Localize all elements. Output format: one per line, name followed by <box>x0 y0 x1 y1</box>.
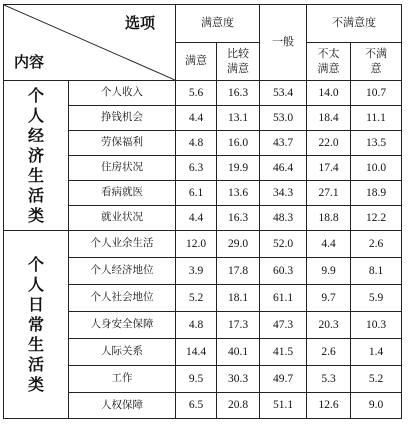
header-corner-cell <box>4 5 176 81</box>
row-item-label: 就业状况 <box>69 206 176 231</box>
value-not-very-satisfied: 17.4 <box>307 156 351 181</box>
group-label-char: 济 <box>27 145 44 165</box>
header-satisfied-group: 满意度 <box>176 5 260 43</box>
value-unsatisfied: 10.7 <box>351 81 402 106</box>
group-label-char: 类 <box>27 205 44 225</box>
value-unsatisfied: 5.9 <box>351 285 402 312</box>
value-fairly-satisfied: 16.3 <box>217 81 260 106</box>
header-unsatisfied-group: 不满意度 <box>307 5 402 43</box>
value-satisfied: 5.6 <box>176 81 217 106</box>
value-fairly-satisfied: 40.1 <box>217 339 260 366</box>
value-general: 41.5 <box>260 339 307 366</box>
group-label-char: 经 <box>27 125 44 145</box>
value-fairly-satisfied: 18.1 <box>217 285 260 312</box>
group-label-char: 常 <box>27 314 44 334</box>
value-fairly-satisfied: 16.3 <box>217 206 260 231</box>
group-label-char: 生 <box>27 165 44 185</box>
value-unsatisfied: 10.3 <box>351 312 402 339</box>
header-sub-unsatisfied: 不满 意 <box>351 43 402 81</box>
value-general: 46.4 <box>260 156 307 181</box>
value-fairly-satisfied: 19.9 <box>217 156 260 181</box>
row-item-label: 个人经济地位 <box>69 258 176 285</box>
value-not-very-satisfied: 2.6 <box>307 339 351 366</box>
header-general: 一般 <box>260 5 307 81</box>
value-general: 49.7 <box>260 366 307 393</box>
header-sub-satisfied: 满意 <box>176 43 217 81</box>
value-general: 51.1 <box>260 393 307 419</box>
group-label-char: 生 <box>27 334 44 354</box>
row-item-label: 个人社会地位 <box>69 285 176 312</box>
value-general: 34.3 <box>260 181 307 206</box>
header-options-label: 选项 <box>124 14 155 32</box>
value-satisfied: 4.8 <box>176 312 217 339</box>
value-fairly-satisfied: 17.3 <box>217 312 260 339</box>
value-not-very-satisfied: 9.7 <box>307 285 351 312</box>
value-satisfied: 3.9 <box>176 258 217 285</box>
table-body <box>4 81 402 419</box>
value-fairly-satisfied: 16.0 <box>217 131 260 156</box>
row-item-label: 人权保障 <box>69 393 176 419</box>
header-content-label: 内容 <box>14 52 45 71</box>
row-item-label: 人身安全保障 <box>69 312 176 339</box>
value-not-very-satisfied: 18.4 <box>307 106 351 131</box>
row-item-label: 个人业余生活 <box>69 231 176 258</box>
value-unsatisfied: 8.1 <box>351 258 402 285</box>
group-label-char: 活 <box>27 185 44 205</box>
value-general: 47.3 <box>260 312 307 339</box>
row-item-label: 工作 <box>69 366 176 393</box>
row-item-label: 住房状况 <box>69 156 176 181</box>
value-not-very-satisfied: 9.9 <box>307 258 351 285</box>
group-label-char: 个 <box>27 85 44 105</box>
value-unsatisfied: 2.6 <box>351 231 402 258</box>
value-satisfied: 14.4 <box>176 339 217 366</box>
row-item-label: 挣钱机会 <box>69 106 176 131</box>
group-label-char: 人 <box>27 105 44 125</box>
value-satisfied: 4.8 <box>176 131 217 156</box>
value-satisfied: 6.3 <box>176 156 217 181</box>
group-label-0 <box>4 81 69 231</box>
value-general: 48.3 <box>260 206 307 231</box>
row-item-label: 个人收入 <box>69 81 176 106</box>
value-not-very-satisfied: 5.3 <box>307 366 351 393</box>
value-satisfied: 6.5 <box>176 393 217 419</box>
value-satisfied: 9.5 <box>176 366 217 393</box>
value-unsatisfied: 13.5 <box>351 131 402 156</box>
group-label-char: 个 <box>27 254 44 274</box>
value-fairly-satisfied: 29.0 <box>217 231 260 258</box>
value-unsatisfied: 11.1 <box>351 106 402 131</box>
value-not-very-satisfied: 20.3 <box>307 312 351 339</box>
value-fairly-satisfied: 13.1 <box>217 106 260 131</box>
header-sub-fairly-satisfied: 比较 满意 <box>217 43 260 81</box>
value-general: 53.0 <box>260 106 307 131</box>
table-row <box>4 81 402 106</box>
value-satisfied: 4.4 <box>176 106 217 131</box>
value-not-very-satisfied: 12.6 <box>307 393 351 419</box>
value-not-very-satisfied: 27.1 <box>307 181 351 206</box>
value-satisfied: 4.4 <box>176 206 217 231</box>
value-unsatisfied: 9.0 <box>351 393 402 419</box>
value-fairly-satisfied: 20.8 <box>217 393 260 419</box>
value-general: 52.0 <box>260 231 307 258</box>
value-unsatisfied: 18.9 <box>351 181 402 206</box>
value-satisfied: 5.2 <box>176 285 217 312</box>
value-unsatisfied: 5.2 <box>351 366 402 393</box>
value-not-very-satisfied: 22.0 <box>307 131 351 156</box>
value-satisfied: 12.0 <box>176 231 217 258</box>
value-not-very-satisfied: 14.0 <box>307 81 351 106</box>
value-not-very-satisfied: 18.8 <box>307 206 351 231</box>
group-label-char: 类 <box>27 374 44 394</box>
value-unsatisfied: 10.0 <box>351 156 402 181</box>
value-fairly-satisfied: 17.8 <box>217 258 260 285</box>
group-label-char: 人 <box>27 274 44 294</box>
value-general: 61.1 <box>260 285 307 312</box>
group-label-char: 活 <box>27 354 44 374</box>
value-general: 53.4 <box>260 81 307 106</box>
row-item-label: 劳保福利 <box>69 131 176 156</box>
value-satisfied: 6.1 <box>176 181 217 206</box>
row-item-label: 看病就医 <box>69 181 176 206</box>
value-general: 60.3 <box>260 258 307 285</box>
header-sub-not-very-satisfied: 不太 满意 <box>307 43 351 81</box>
value-unsatisfied: 12.2 <box>351 206 402 231</box>
satisfaction-table <box>3 4 402 419</box>
value-general: 43.7 <box>260 131 307 156</box>
row-item-label: 人际关系 <box>69 339 176 366</box>
table-row <box>4 231 402 258</box>
value-fairly-satisfied: 30.3 <box>217 366 260 393</box>
value-fairly-satisfied: 13.6 <box>217 181 260 206</box>
group-label-char: 日 <box>27 294 44 314</box>
value-not-very-satisfied: 4.4 <box>307 231 351 258</box>
group-label-1 <box>4 231 69 419</box>
value-unsatisfied: 1.4 <box>351 339 402 366</box>
